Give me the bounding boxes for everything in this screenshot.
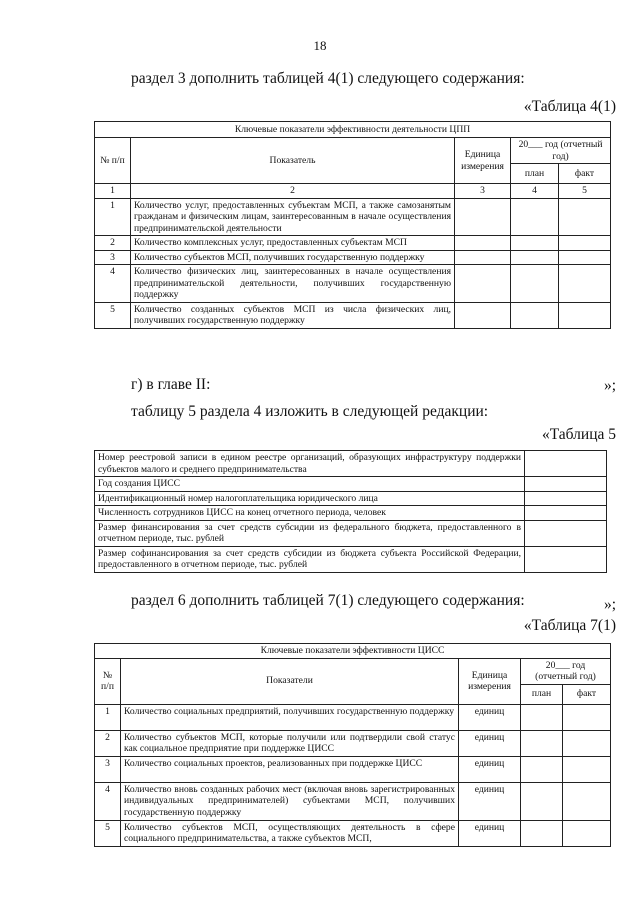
column-number-4: 4 bbox=[511, 184, 559, 199]
row-number: 5 bbox=[95, 302, 131, 328]
header-unit: Единица измерения bbox=[455, 138, 511, 184]
row-label: Размер финансирования за счет средств субсидии из федерального бюджета, предоставленного в отчетном периоде, тыс. рублей bbox=[95, 520, 525, 546]
row-plan bbox=[521, 782, 563, 820]
row-value bbox=[525, 491, 607, 506]
row-fact bbox=[559, 250, 611, 265]
row-fact bbox=[563, 782, 611, 820]
row-plan bbox=[511, 198, 559, 236]
header-indicator: Показатели bbox=[121, 658, 459, 704]
row-unit bbox=[455, 236, 511, 251]
row-unit: единиц bbox=[459, 782, 521, 820]
table-7-1-reference: «Таблица 7(1) bbox=[523, 617, 616, 634]
row-unit: единиц bbox=[459, 820, 521, 846]
row-value bbox=[525, 506, 607, 521]
paragraph-chapter2: г) в главе II: bbox=[131, 376, 211, 393]
row-number: 2 bbox=[95, 730, 121, 756]
row-indicator: Количество социальных предприятий, получивших государственную поддержку bbox=[121, 704, 459, 730]
row-fact bbox=[563, 704, 611, 730]
row-unit bbox=[455, 302, 511, 328]
row-indicator: Количество субъектов МСП, получивших государственную поддержку bbox=[131, 250, 455, 265]
header-year: 20___ год (отчетный год) bbox=[521, 658, 611, 684]
column-number-1: 1 bbox=[95, 184, 131, 199]
row-number: 3 bbox=[95, 756, 121, 782]
page-number: 18 bbox=[313, 38, 327, 53]
row-number: 5 bbox=[95, 820, 121, 846]
header-year: 20___ год (отчетный год) bbox=[511, 138, 611, 164]
quote-close-2: »; bbox=[603, 596, 616, 613]
header-number: № п/п bbox=[95, 658, 121, 704]
table-row bbox=[95, 546, 607, 572]
row-indicator: Количество социальных проектов, реализованных при поддержке ЦИСС bbox=[121, 756, 459, 782]
table-row bbox=[95, 730, 611, 756]
row-number: 4 bbox=[95, 265, 131, 303]
table-5-reference: «Таблица 5 bbox=[541, 426, 616, 443]
row-fact bbox=[563, 756, 611, 782]
row-plan bbox=[521, 820, 563, 846]
row-unit: единиц bbox=[459, 756, 521, 782]
row-unit: единиц bbox=[459, 730, 521, 756]
row-number: 2 bbox=[95, 236, 131, 251]
table-row bbox=[95, 477, 607, 492]
row-number: 3 bbox=[95, 250, 131, 265]
table-row bbox=[95, 520, 607, 546]
header-fact: факт bbox=[559, 164, 611, 184]
row-plan bbox=[511, 250, 559, 265]
row-fact bbox=[559, 302, 611, 328]
row-plan bbox=[521, 730, 563, 756]
table-row bbox=[95, 451, 607, 477]
paragraph-section6: раздел 6 дополнить таблицей 7(1) следующего содержания: bbox=[131, 592, 525, 609]
row-indicator: Количество вновь созданных рабочих мест (включая вновь зарегистрированных индивидуальных предпринимателей) субъектами МСП, получивших государственную поддержку bbox=[121, 782, 459, 820]
row-unit bbox=[455, 265, 511, 303]
row-label: Номер реестровой записи в едином реестре организаций, образующих инфраструктуру поддержки субъектов малого и среднего предпринимательства bbox=[95, 451, 525, 477]
header-indicator: Показатель bbox=[131, 138, 455, 184]
table-row bbox=[95, 250, 611, 265]
row-plan bbox=[521, 756, 563, 782]
table-row bbox=[95, 198, 611, 236]
row-indicator: Количество субъектов МСП, осуществляющих деятельность в сфере социального предпринимательства, а также субъектов МСП, bbox=[121, 820, 459, 846]
row-number: 4 bbox=[95, 782, 121, 820]
row-plan bbox=[511, 265, 559, 303]
paragraph-section3: раздел 3 дополнить таблицей 4(1) следующего содержания: bbox=[131, 70, 525, 87]
table-row bbox=[95, 782, 611, 820]
table-row bbox=[95, 491, 607, 506]
row-number: 1 bbox=[95, 704, 121, 730]
row-indicator: Количество физических лиц, заинтересованных в начале осуществления предпринимательской деятельности, получивших государственную поддержку bbox=[131, 265, 455, 303]
table-7-1-caption: Ключевые показатели эффективности ЦИСС bbox=[95, 644, 611, 659]
table-7-1 bbox=[94, 643, 611, 847]
column-number-2: 2 bbox=[131, 184, 455, 199]
header-plan: план bbox=[521, 684, 563, 704]
row-fact bbox=[559, 236, 611, 251]
paragraph-table5: таблицу 5 раздела 4 изложить в следующей редакции: bbox=[131, 403, 489, 420]
quote-close-1: »; bbox=[603, 377, 616, 394]
row-value bbox=[525, 477, 607, 492]
row-fact bbox=[563, 730, 611, 756]
table-row bbox=[95, 756, 611, 782]
row-unit: единиц bbox=[459, 704, 521, 730]
table-row bbox=[95, 236, 611, 251]
row-number: 1 bbox=[95, 198, 131, 236]
row-indicator: Количество услуг, предоставленных субъектам МСП, а также самозанятым гражданам и физическим лицам, заинтересованным в начале осуществления предпринимательской деятельности bbox=[131, 198, 455, 236]
table-row bbox=[95, 302, 611, 328]
row-unit bbox=[455, 250, 511, 265]
row-indicator: Количество комплексных услуг, предоставленных субъектам МСП bbox=[131, 236, 455, 251]
row-value bbox=[525, 520, 607, 546]
header-fact: факт bbox=[563, 684, 611, 704]
row-plan bbox=[511, 302, 559, 328]
row-plan bbox=[511, 236, 559, 251]
header-unit: Единица измерения bbox=[459, 658, 521, 704]
header-number: № п/п bbox=[95, 138, 131, 184]
row-value bbox=[525, 451, 607, 477]
table-4-1-reference: «Таблица 4(1) bbox=[523, 98, 616, 115]
row-unit bbox=[455, 198, 511, 236]
row-fact bbox=[559, 265, 611, 303]
row-indicator: Количество субъектов МСП, которые получили или подтвердили свой статус как социальное предприятие при поддержке ЦИСС bbox=[121, 730, 459, 756]
table-4-1 bbox=[94, 121, 611, 329]
row-plan bbox=[521, 704, 563, 730]
header-plan: план bbox=[511, 164, 559, 184]
table-row bbox=[95, 820, 611, 846]
column-number-3: 3 bbox=[455, 184, 511, 199]
row-label: Размер софинансирования за счет средств субсидии из бюджета субъекта Российской Федерации, предоставленного в отчетном периоде, тыс. рублей bbox=[95, 546, 525, 572]
table-5 bbox=[94, 450, 607, 573]
row-label: Год создания ЦИСС bbox=[95, 477, 525, 492]
row-fact bbox=[563, 820, 611, 846]
column-number-5: 5 bbox=[559, 184, 611, 199]
table-row bbox=[95, 704, 611, 730]
table-row bbox=[95, 506, 607, 521]
row-indicator: Количество созданных субъектов МСП из числа физических лиц, получивших государственную поддержку bbox=[131, 302, 455, 328]
row-label: Идентификационный номер налогоплательщика юридического лица bbox=[95, 491, 525, 506]
row-value bbox=[525, 546, 607, 572]
table-row bbox=[95, 265, 611, 303]
row-label: Численность сотрудников ЦИСС на конец отчетного периода, человек bbox=[95, 506, 525, 521]
table-4-1-caption: Ключевые показатели эффективности деятельности ЦПП bbox=[95, 122, 611, 138]
row-fact bbox=[559, 198, 611, 236]
